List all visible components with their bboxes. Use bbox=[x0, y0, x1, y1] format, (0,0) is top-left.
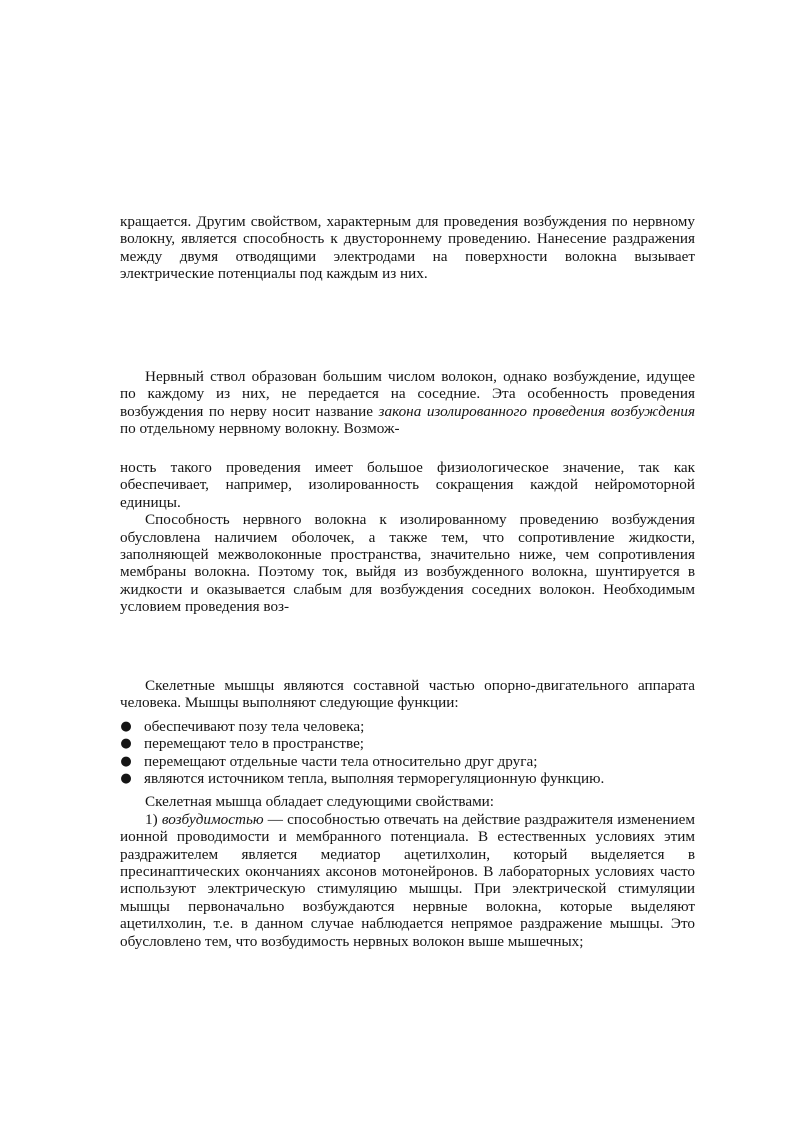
text-run: — способностью отвечать на действие раздражителя изменением ионной проводимости и мембранного потенциала. В естественных условиях этим раздражителем является медиатор ацетилхолин, который выделяется в пресинаптических окончаниях аксонов мотонейронов. В лабораторных условиях часто используют электрическую стимуляцию мышцы. При электрической стимуляции мышцы первоначально возбуждаются нервные волокна, которые выделяют ацетилхолин, т.е. в данном случае наблюдается непрямое раздражение мышцы. Это обусловлено тем, что возбудимость нервных волокон выше мышечных; bbox=[120, 810, 696, 950]
text-fragment-conduction bbox=[120, 213, 695, 283]
muscle-functions-list bbox=[120, 718, 695, 788]
bullet-icon: ● bbox=[120, 736, 132, 752]
bullet-icon: ● bbox=[120, 718, 132, 734]
bullet-icon: ● bbox=[120, 771, 132, 787]
list-item bbox=[120, 735, 695, 752]
list-item bbox=[120, 718, 695, 735]
list-item bbox=[120, 753, 695, 770]
bullet-icon: ● bbox=[120, 753, 132, 769]
paragraph-muscle-properties-intro: Скелетная мышца обладает следующими свойствами: bbox=[145, 793, 495, 811]
emphasized-term: закона изолированного проведения возбуждения bbox=[378, 402, 696, 420]
paragraph-isolation-mechanism: Способность нервного волокна к изолированному проведению возбуждения обусловлена наличием оболочек, а также тем, что сопротивление жидкости, заполняющей межволоконные пространства, значительно ниже, чем сопротивления мембраны волокна. Поэтому ток, выйдя из возбужденного волокна, шунтируется в жидкости и оказывается слабым для возбуждения соседних волокон. Необходимым условием проведения воз- bbox=[120, 511, 695, 616]
text-run: Нервный ствол образован большим числом волокон, однако возбуждение, идущее по каждому из них, не передается на соседние. Эта особенность проведения возбуждения по нерву носит название bbox=[120, 368, 695, 420]
paragraph-isolated-conduction-law bbox=[120, 368, 695, 438]
paragraph-skeletal-muscles-intro: Скелетные мышцы являются составной частью опорно-двигательного аппарата человека. Мышцы выполняют следующие функции: bbox=[120, 677, 695, 712]
emphasized-term: возбудимостью bbox=[161, 810, 264, 828]
list-item bbox=[120, 770, 695, 787]
text-fragment-isolation-mechanism bbox=[120, 459, 695, 616]
paragraph-bilateral-conduction: кращается. Другим свойством, характерным для проведения возбуждения по нервному волокну, является способность к двустороннему проведению. Нанесение раздражения между двумя отводящими электродами на поверхности волокна вызывает электрические потенциалы под каждым из них. bbox=[120, 213, 695, 283]
list-item-text: обеспечивают позу тела человека; bbox=[144, 717, 365, 735]
item-number: 1) bbox=[145, 810, 162, 828]
paragraph-continuation: ность такого проведения имеет большое физиологическое значение, так как обеспечивает, например, изолированность сокращения каждой нейромоторной единицы. bbox=[120, 459, 695, 511]
list-item-text: перемещают тело в пространстве; bbox=[144, 735, 365, 753]
text-fragment-skeletal-muscles bbox=[120, 677, 695, 950]
list-item-text: перемещают отдельные части тела относительно друг друга; bbox=[144, 752, 538, 770]
paragraph-excitability bbox=[120, 811, 695, 950]
text-fragment-isolated-law bbox=[120, 368, 695, 438]
list-item-text: являются источником тепла, выполняя терморегуляционную функцию. bbox=[144, 770, 605, 788]
text-run: по отдельному нервному волокну. Возмож- bbox=[120, 420, 400, 438]
